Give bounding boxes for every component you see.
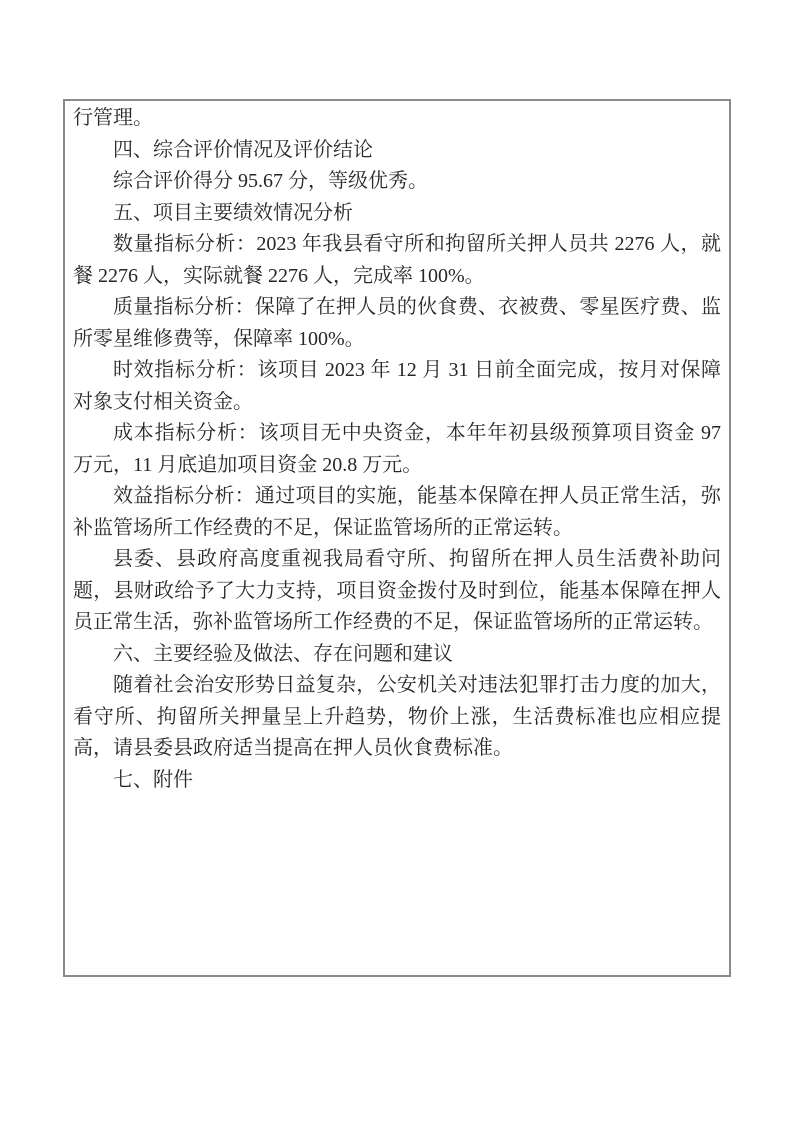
heading-section-5: 五、项目主要绩效情况分析 (113, 201, 353, 224)
para-overall-score: 综合评价得分 95.67 分，等级优秀。 (113, 170, 428, 192)
para-experience-suggestion: 随着社会治安形势日益复杂，公安机关对违法犯罪打击力度的加大，看守所、拘留所关押量呈上升趋势，物价上涨，生活费标准也应相应提高，请县委县政府适当提高在押人员伙食费标准。 (73, 674, 721, 759)
continuation-text: 行管理。 (73, 107, 153, 129)
para-benefit-indicator: 效益指标分析：通过项目的实施，能基本保障在押人员正常生活，弥补监管场所工作经费的不足，保证监管场所的正常运转。 (73, 485, 721, 539)
para-time-indicator: 时效指标分析：该项目 2023 年 12 月 31 日前全面完成，按月对保障对象支付相关资金。 (73, 359, 721, 413)
heading-section-4: 四、综合评价情况及评价结论 (113, 138, 373, 161)
para-cost-indicator: 成本指标分析：该项目无中央资金，本年年初县级预算项目资金 97 万元，11 月底追加项目资金 20.8 万元。 (73, 422, 721, 476)
para-quantity-indicator: 数量指标分析：2023 年我县看守所和拘留所关押人员共 2276 人，就餐 2276 人，实际就餐 2276 人，完成率 100%。 (73, 233, 721, 287)
para-quality-indicator: 质量指标分析：保障了在押人员的伙食费、衣被费、零星医疗费、监所零星维修费等，保障率 100%。 (73, 296, 721, 350)
para-government-support: 县委、县政府高度重视我局看守所、拘留所在押人员生活费补助问题，县财政给予了大力支持，项目资金拨付及时到位，能基本保障在押人员正常生活，弥补监管场所工作经费的不足，保证监管场所的正常运转。 (73, 548, 721, 633)
heading-section-6: 六、主要经验及做法、存在问题和建议 (113, 642, 453, 665)
report-table-cell (63, 99, 731, 977)
heading-section-7: 七、附件 (113, 768, 193, 791)
